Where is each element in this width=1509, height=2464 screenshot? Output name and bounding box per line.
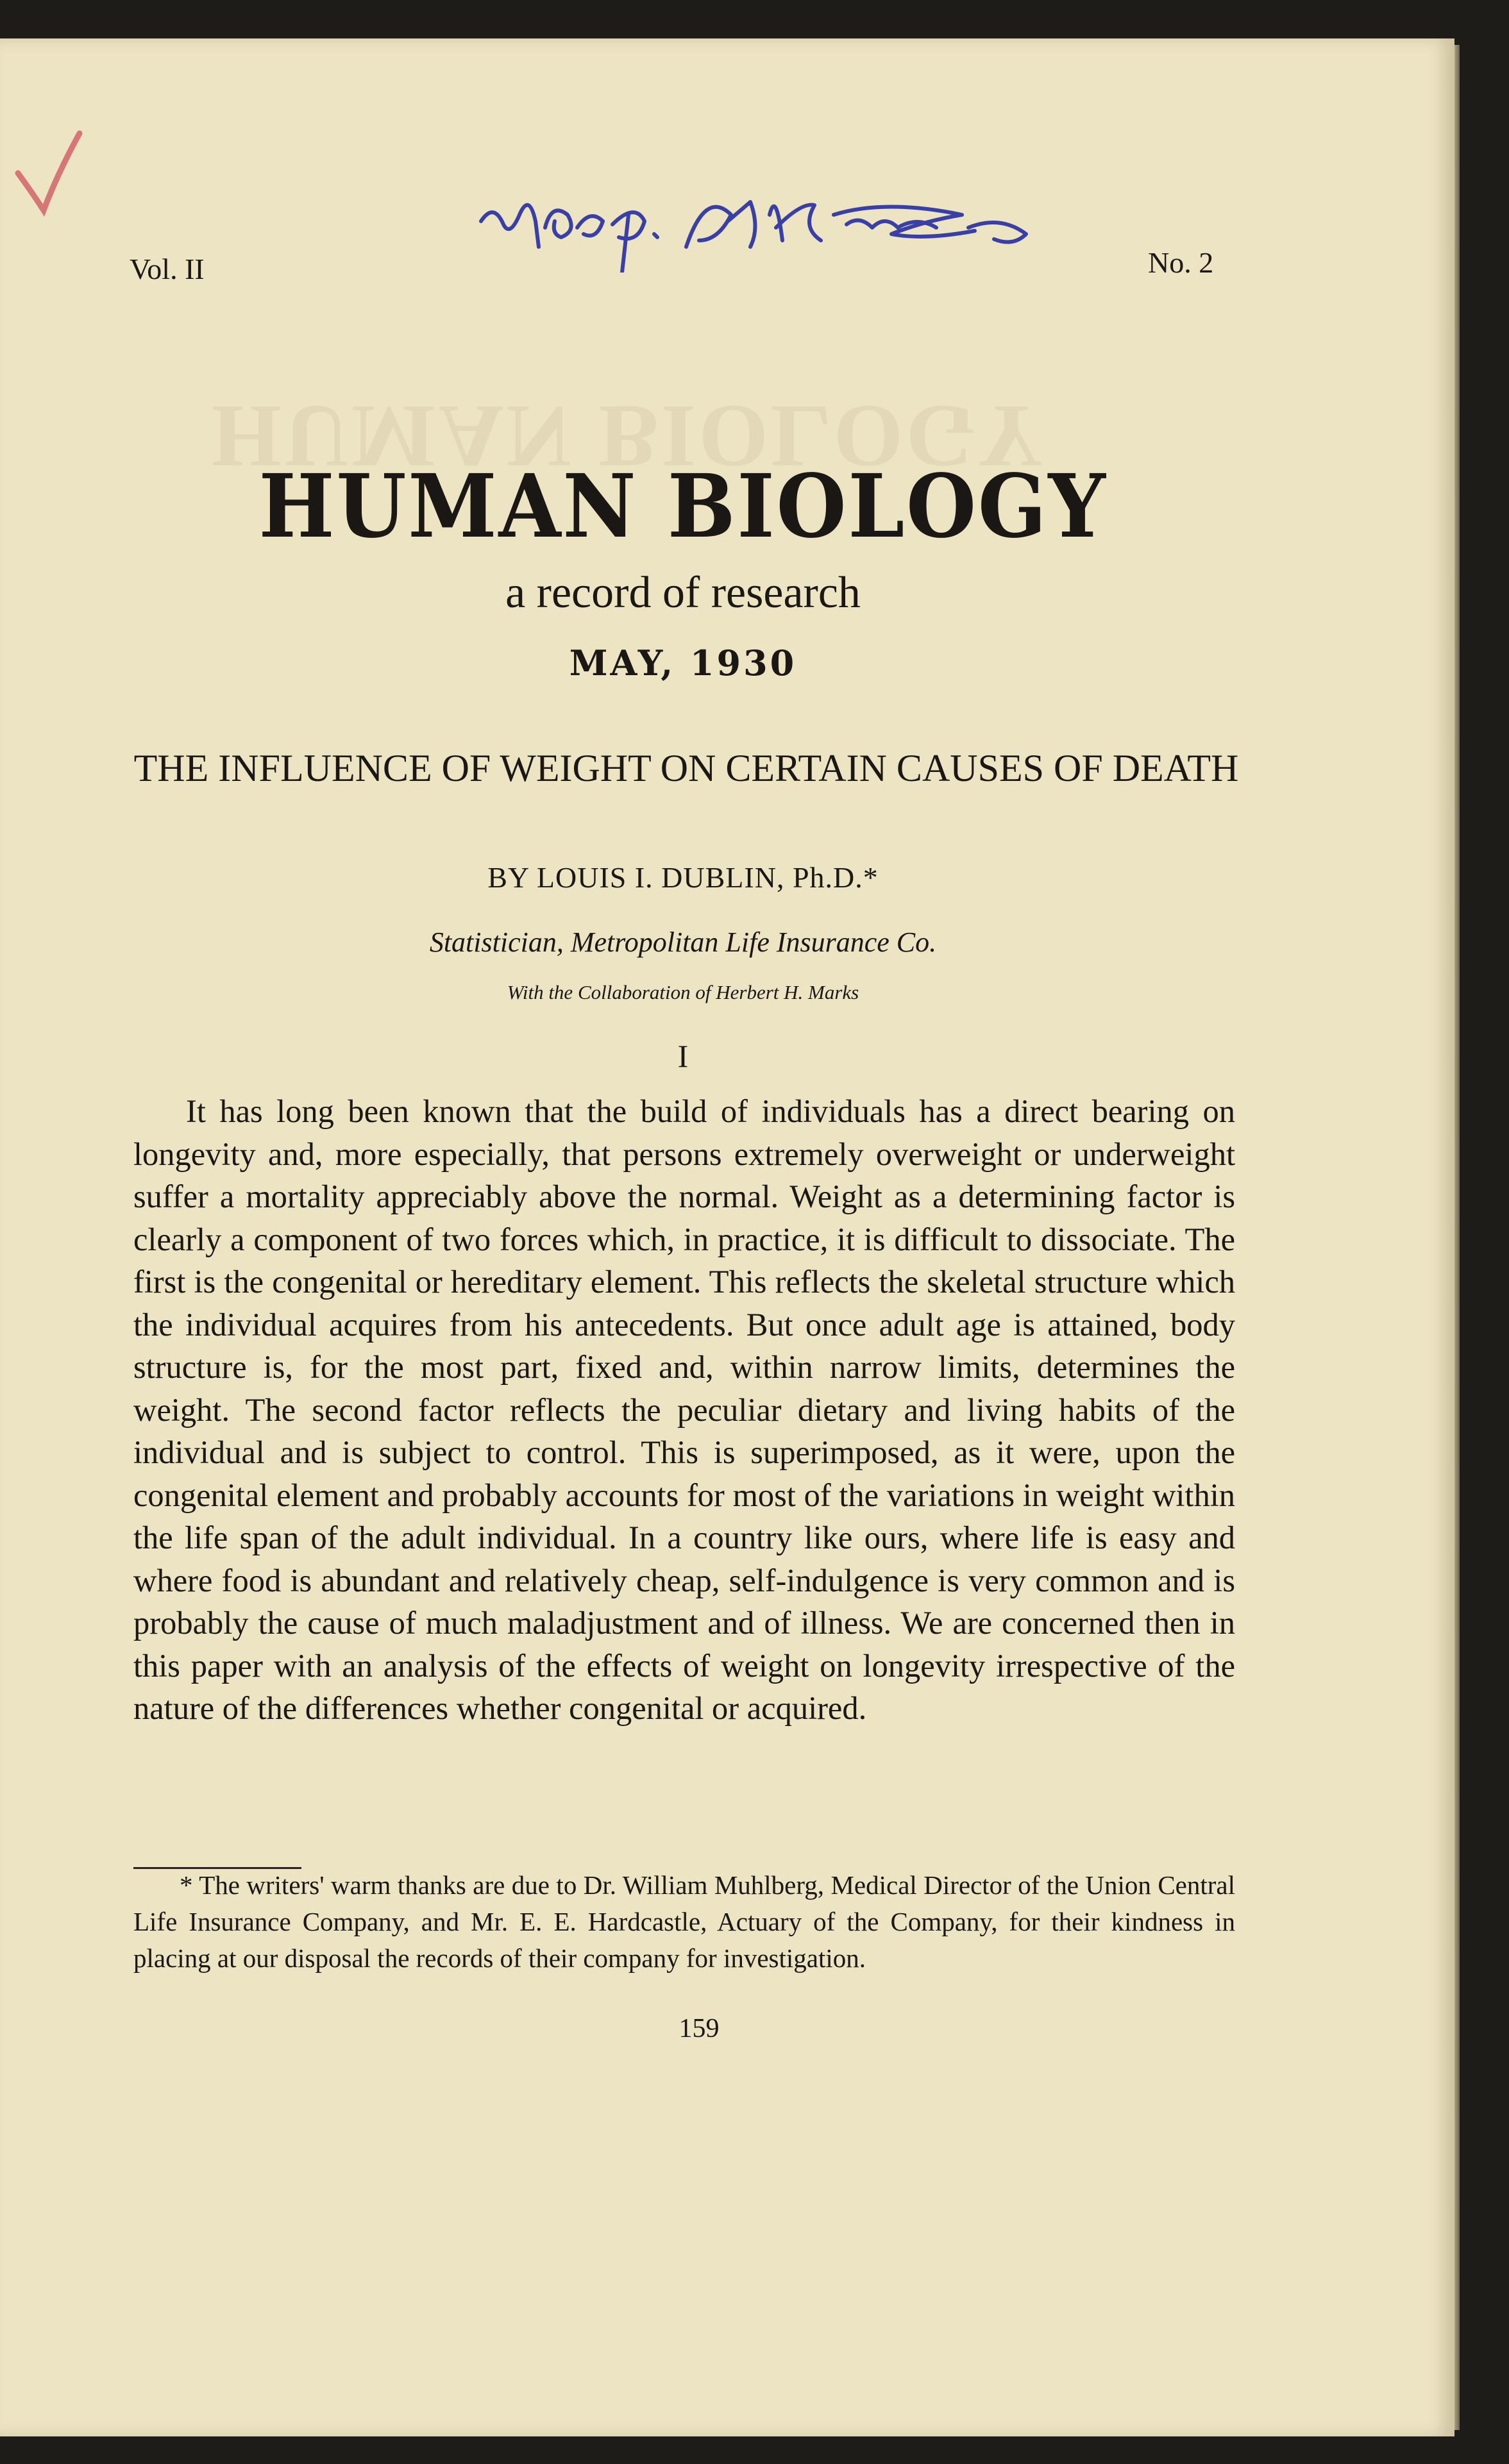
- footnote-text: * The writers' warm thanks are due to Dr. William Muhlberg, Medical Director of the Union Central Life Insurance Company, and Mr. E. E. Hardcastle, Actuary of the Company, for their kindness in placing at our disposal the records of their company for investigation.: [133, 1870, 1235, 1973]
- section-number: I: [677, 1038, 689, 1074]
- article-author: BY LOUIS I. DUBLIN, Ph.D.*: [487, 861, 879, 894]
- issue-date: MAY, 1930: [569, 642, 797, 683]
- journal-page: [0, 38, 1454, 2436]
- collaboration-note: With the Collaboration of Herbert H. Marks: [507, 981, 859, 1003]
- issue-number: No. 2: [1148, 246, 1214, 279]
- volume-label: Vol. II: [130, 253, 205, 285]
- handwritten-signature: [475, 176, 1077, 272]
- journal-subtitle: a record of research: [505, 568, 861, 617]
- page-number: 159: [679, 2014, 720, 2043]
- article-title: THE INFLUENCE OF WEIGHT ON CERTAIN CAUSES OF DEATH: [133, 747, 1239, 789]
- author-affiliation: Statistician, Metropolitan Life Insurance Co.: [429, 926, 937, 958]
- red-check-mark-icon: [13, 128, 83, 218]
- bleed-through-watermark: HUMAN BIOLOGY: [212, 387, 1046, 486]
- journal-title: HUMAN BIOLOGY: [258, 455, 1108, 558]
- body-paragraph: It has long been known that the build of individuals has a direct bearing on longevity and, more especially, that persons extremely overweight or underweight suffer a mortality appreciably above the normal. Weight as a determining factor is clearly a component of two forces which, in practice, it is difficult to dissociate. The first is the congenital or hereditary element. This reflects the skeletal structure which the individual acquires from his antecedents. But once adult age is attained, body structure is, for the most part, fixed and, within narrow limits, determines the weight. The second factor reflects the peculiar dietary and living habits of the individual and is subject to control. This is superimposed, as it were, upon the congenital element and probably accounts for most of the variations in weight within the life span of the adult individual. In a country like ours, where life is easy and where food is abundant and relatively cheap, self-indulgence is very common and is probably the cause of much maladjustment and of illness. We are concerned then in this paper with an analysis of the effects of weight on longevity irrespective of the nature of the differences whether congenital or acquired.: [133, 1093, 1235, 1726]
